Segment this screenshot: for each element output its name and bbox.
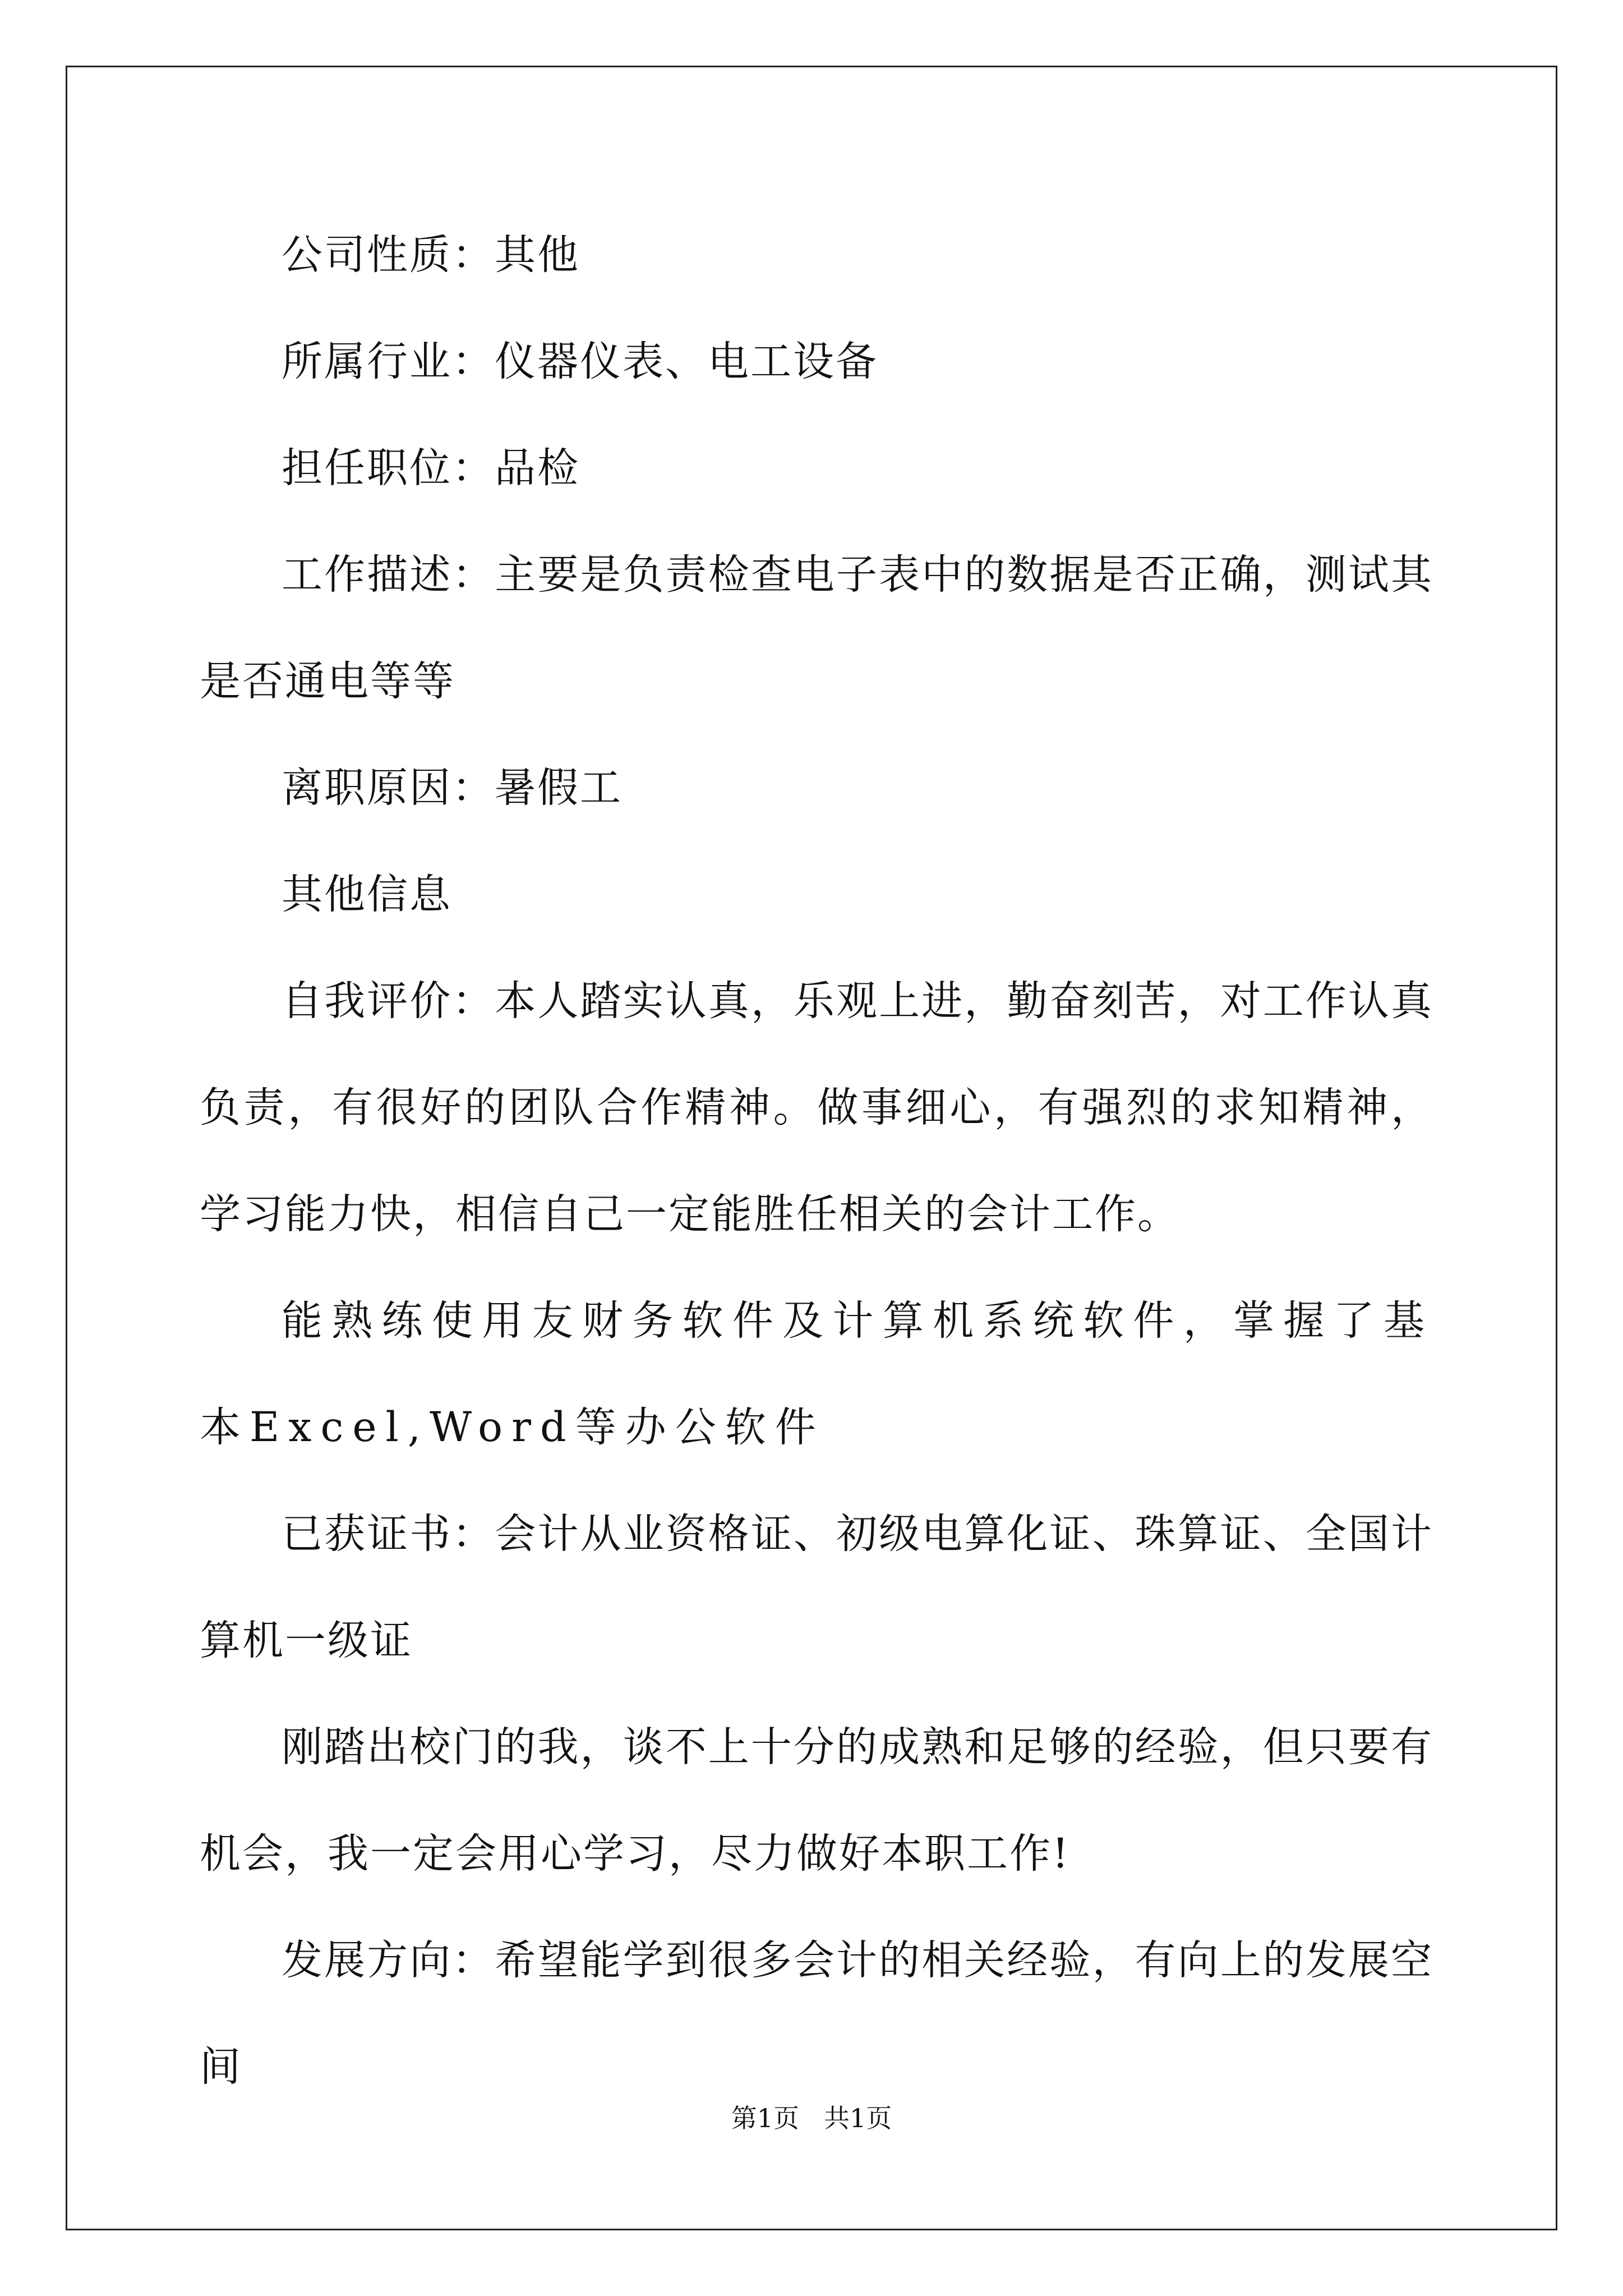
paragraph-leave-reason: 离职原因：暑假工 xyxy=(282,764,623,812)
paragraph-position: 担任职位：品检 xyxy=(282,444,580,492)
page-number: 第1页 xyxy=(731,2103,800,2133)
paragraph-self-evaluation: 自我评价：本人踏实认真，乐观上进，勤奋刻苦，对工作认真负责，有很好的团队合作精神。做事细心，有强烈的求知精神，学习能力快，相信自己一定能胜任相关的会计工作。 xyxy=(200,977,1433,1238)
paragraph-other-info-heading: 其他信息 xyxy=(282,871,452,918)
paragraph-company-type: 公司性质：其他 xyxy=(282,231,580,279)
paragraph-career-direction: 发展方向：希望能学到很多会计的相关经验，有向上的发展空间 xyxy=(200,1936,1433,2091)
page-total: 共1页 xyxy=(823,2103,892,2133)
paragraph-attitude: 刚踏出校门的我，谈不上十分的成熟和足够的经验，但只要有机会，我一定会用心学习，尽力做好本职工作! xyxy=(200,1723,1433,1878)
document-body xyxy=(200,202,1433,2120)
paragraph-software-skills: 能熟练使用友财务软件及计算机系统软件，掌握了基本Excel,Word等办公软件 xyxy=(200,1297,1433,1451)
page-footer xyxy=(0,2098,1623,2135)
paragraph-job-description: 工作描述：主要是负责检查电子表中的数据是否正确，测试其是否通电等等 xyxy=(200,551,1433,705)
paragraph-certificates: 已获证书：会计从业资格证、初级电算化证、珠算证、全国计算机一级证 xyxy=(200,1510,1433,1664)
paragraph-industry: 所属行业：仪器仪表、电工设备 xyxy=(282,338,878,385)
